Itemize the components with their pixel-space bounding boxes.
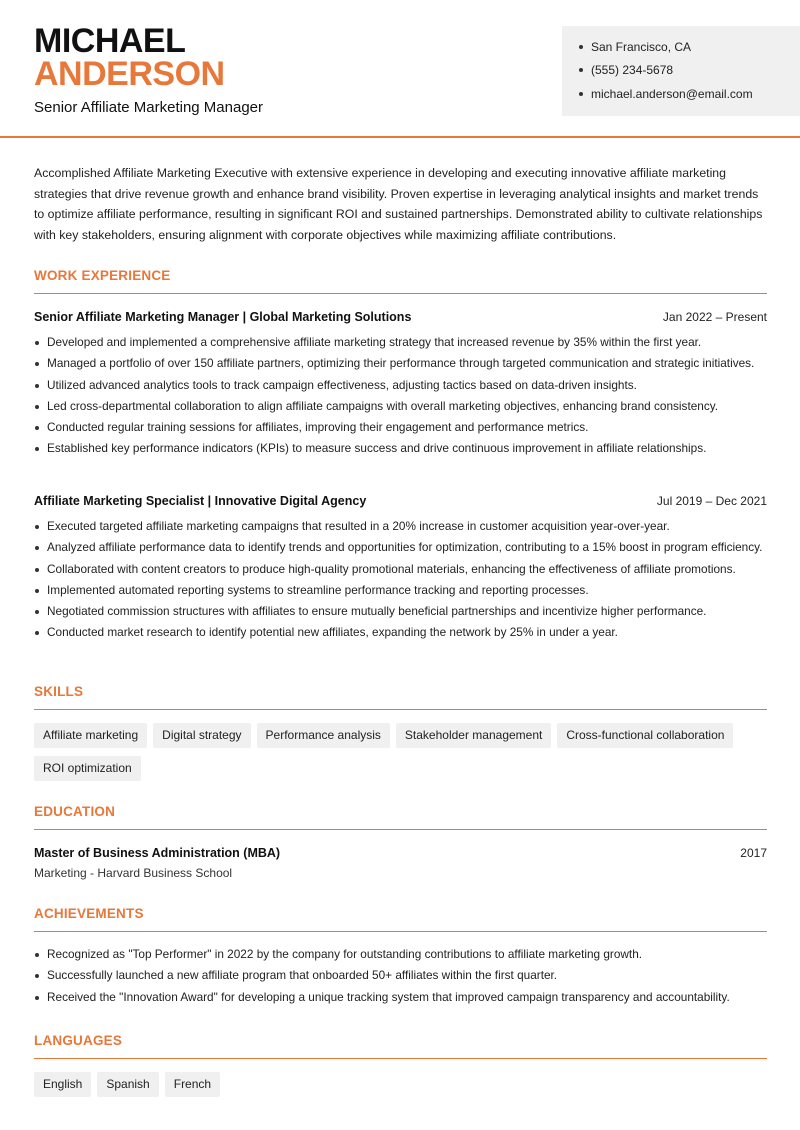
skill-chip: ROI optimization [34,756,141,781]
bullet-icon [579,68,583,72]
bullet-item: Conducted market research to identify potential new affiliates, expanding the network by 25% in under a year. [34,624,767,641]
education-degree: Master of Business Administration (MBA) [34,846,281,860]
skill-chip: Stakeholder management [396,723,551,748]
achievements-heading: ACHIEVEMENTS [34,906,767,932]
bullet-item: Conducted regular training sessions for affiliates, improving their engagement and performance metrics. [34,419,767,436]
bullet-item: Established key performance indicators (KPIs) to measure success and drive continuous improvement in affiliate relationships. [34,440,767,457]
skills-list [34,723,774,789]
language-chip: French [165,1072,220,1097]
last-name: ANDERSON [34,55,225,93]
contact-email-text: michael.anderson@email.com [591,87,753,101]
achievement-item: Successfully launched a new affiliate program that onboarded 50+ affiliates within the first quarter. [34,967,767,984]
education-year: 2017 [740,846,767,860]
languages-list [34,1072,774,1105]
job-dates: Jul 2019 – Dec 2021 [656,494,767,508]
contact-location [579,40,691,54]
job-bullets [34,334,767,462]
job-role: Senior Affiliate Marketing Manager | Global Marketing Solutions [34,310,412,324]
contact-email[interactable] [579,87,753,101]
bullet-item: Led cross-departmental collaboration to align affiliate campaigns with overall marketing objectives, enhancing brand consistency. [34,398,767,415]
language-chip: English [34,1072,91,1097]
skills-heading: SKILLS [34,684,767,710]
bullet-icon [579,92,583,96]
bullet-item: Developed and implemented a comprehensive affiliate marketing strategy that increased revenue by 35% within the first year. [34,334,767,351]
skill-chip: Cross-functional collaboration [557,723,733,748]
education-heading: EDUCATION [34,804,767,830]
professional-summary: Accomplished Affiliate Marketing Executive with extensive experience in developing and executing innovative affiliate marketing strategies that drive revenue growth and enhance brand visibility. Proven expertise in leveraging analytical insights and market trends to optimize affiliate performance, resulting in significant ROI and sustained partnerships. Demonstrated ability to cultivate relationships with key stakeholders, ensuring alignment with corporate objectives while maximizing affiliate contributions. [34,166,763,242]
contact-phone[interactable] [579,63,673,77]
skill-chip: Performance analysis [257,723,390,748]
first-name: MICHAEL [34,22,186,60]
achievement-item: Received the "Innovation Award" for developing a unique tracking system that improved campaign transparency and accountability. [34,989,767,1006]
job-title: Senior Affiliate Marketing Manager [34,99,264,116]
contact-location-text: San Francisco, CA [591,40,692,54]
contact-box [562,26,800,116]
skill-chip: Affiliate marketing [34,723,147,748]
bullet-item: Implemented automated reporting systems to streamline performance tracking and reporting processes. [34,582,767,599]
achievements-list [34,946,767,1010]
languages-heading: LANGUAGES [34,1033,767,1059]
resume-header [0,0,800,138]
bullet-item: Analyzed affiliate performance data to identify trends and opportunities for optimization, contributing to a 15% boost in program efficiency. [34,539,767,556]
language-chip: Spanish [97,1072,158,1097]
bullet-item: Utilized advanced analytics tools to track campaign effectiveness, adjusting tactics based on data-driven insights. [34,377,767,394]
job-role: Affiliate Marketing Specialist | Innovative Digital Agency [34,494,367,508]
work-experience-heading: WORK EXPERIENCE [34,268,767,294]
education-school: Marketing - Harvard Business School [34,866,233,880]
bullet-icon [579,45,583,49]
job-header [34,494,767,508]
job-bullets [34,518,767,646]
job-dates: Jan 2022 – Present [662,310,767,324]
contact-phone-text: (555) 234-5678 [591,63,674,77]
achievement-item: Recognized as "Top Performer" in 2022 by the company for outstanding contributions to affiliate marketing growth. [34,946,767,963]
bullet-item: Collaborated with content creators to produce high-quality promotional materials, enhancing the effectiveness of affiliate promotions. [34,561,767,578]
bullet-item: Executed targeted affiliate marketing campaigns that resulted in a 20% increase in customer acquisition year-over-year. [34,518,767,535]
skill-chip: Digital strategy [153,723,250,748]
job-header [34,310,767,324]
bullet-item: Managed a portfolio of over 150 affiliate partners, optimizing their performance through targeted communication and strategic initiatives. [34,355,767,372]
bullet-item: Negotiated commission structures with affiliates to ensure mutually beneficial partnerships and incentivize higher performance. [34,603,767,620]
